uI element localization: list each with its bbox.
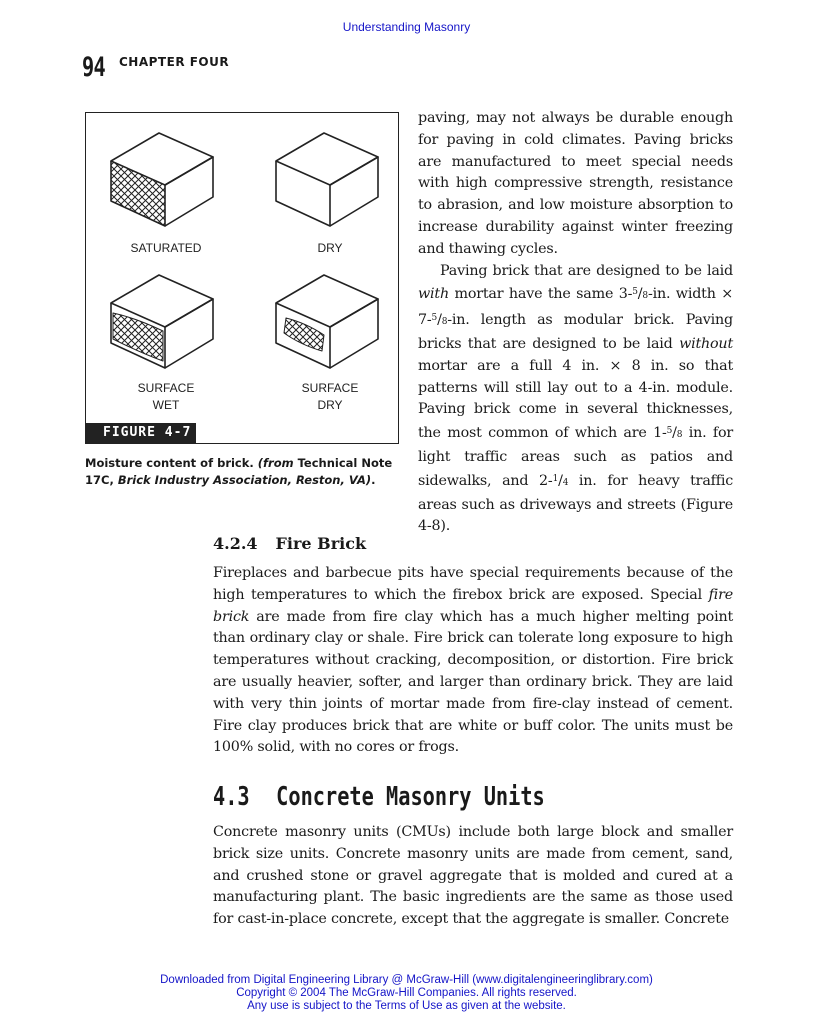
dry-brick-icon <box>276 133 378 226</box>
fraction-numerator: 5 <box>632 287 638 298</box>
figure-caption <box>85 455 405 489</box>
caption-end: . <box>371 473 376 487</box>
figure-tag: FIGURE 4-7 <box>86 423 196 443</box>
fraction-denominator: 8 <box>676 430 683 441</box>
text-run: in. for light traffic areas such as patios and sidewalks, and 2- <box>418 425 733 489</box>
emphasis-without: without <box>679 335 733 352</box>
text-run: Paving brick that are designed to be laid <box>440 262 733 279</box>
paving-paragraph-1: paving, may not always be durable enough for paving in cold climates. Paving bricks are manufactured to meet special needs with high compressive strength, resistance to abrasion, and low moisture absorption to increase durability against winter freezing and thawing cycles. <box>418 110 733 257</box>
fraction-denominator: 8 <box>441 317 448 328</box>
paving-paragraph-2: Paving brick that are designed to be laid with mortar have the same 3-$^5$/8-in. width × 7-$^5$/8-in. length as modular brick. Paving bricks that are designed to be laid without mortar are a full 4 in. × 8 in. so that patterns will still lay out to a 4-in. module. Paving brick come in several thicknesses, the most common of which are 1-$^5$/8 in. for light traffic areas such as patios and sidewalks, and 2-$^1$/4 in. for heavy traffic areas such as driveways and streets (Figure 4-8). <box>418 262 734 535</box>
fraction-denominator: 8 <box>642 291 648 302</box>
figure-4-7 <box>85 112 399 444</box>
text-run: in. for heavy traffic areas such as driveways and streets (Figure 4-8). <box>418 472 734 535</box>
text-run: mortar have the same 3- <box>448 286 633 303</box>
section-title: Fire Brick <box>275 534 367 553</box>
fraction-numerator: 1 <box>552 473 559 484</box>
cmu-section <box>213 822 733 931</box>
fraction-denominator: 4 <box>562 477 569 488</box>
surface-dry-brick-icon <box>276 275 378 368</box>
label-surface-dry-2: DRY <box>317 398 343 412</box>
label-saturated: SATURATED <box>130 241 202 255</box>
section-number: 4.2.4 <box>213 534 258 553</box>
footer-copyright[interactable]: Copyright © 2004 The McGraw-Hill Companies. All rights reserved. <box>236 987 577 999</box>
fraction-numerator: 5 <box>431 313 438 324</box>
label-dry: DRY <box>317 241 343 255</box>
text-run: are made from fire clay which has a much higher melting point than ordinary clay or shale. Fire brick can tolerate long exposure to high temperatures without cracking, decomposition, or distortion. Fire brick are usually heavier, softer, and larger than ordinary brick. They are laid with very thin joints of mortar made from fire-clay instead of cement. Fire clay produces brick that are white or buff color. The units must be 100% solid, with no cores or frogs. <box>213 608 733 756</box>
fraction-numerator: 5 <box>666 426 673 437</box>
section-number: 4.3 <box>213 782 250 812</box>
cmu-paragraph: Concrete masonry units (CMUs) include both large block and smaller brick size units. Concrete masonry units are made from cement, sand, and crushed stone or gravel aggregate that is molded and cured at a manufacturing plant. The basic ingredients are the same as those used for cast-in-place concrete, except that the aggregate is smaller. Concrete <box>213 824 733 928</box>
right-column-text <box>418 108 733 538</box>
surface-wet-brick-icon <box>111 275 213 368</box>
section-4-3-heading <box>213 782 545 812</box>
saturated-brick-icon <box>111 133 213 226</box>
figure-illustration <box>86 113 397 442</box>
text-run: mortar are a full 4 in. × 8 in. so that patterns will still lay out to a 4-in. module. Paving brick come in several thicknesses, the most common of which are 1- <box>418 357 733 442</box>
chapter-heading: CHAPTER FOUR <box>119 55 230 69</box>
caption-source: Technical Note 17C, <box>85 456 393 487</box>
emphasis-fire-brick: fire brick <box>213 586 733 625</box>
text-run: Fireplaces and barbecue pits have special requirements because of the high temperatures to which the firebox brick are exposed. Special <box>213 565 733 603</box>
text-run: -in. width × 7- <box>418 286 734 329</box>
footer <box>0 974 813 1013</box>
caption-org: Brick Industry Association, Reston, VA) <box>117 473 372 487</box>
text-run: -in. length as modular brick. Paving bricks that are designed to be laid <box>418 312 733 352</box>
page-number: 94 <box>82 52 105 83</box>
label-surface-wet-2: WET <box>152 398 180 412</box>
footer-download-link[interactable]: Downloaded from Digital Engineering Library @ McGraw-Hill (www.digitalengineeringlibrary.com) <box>160 974 653 986</box>
top-link[interactable]: Understanding Masonry <box>342 20 471 34</box>
label-surface-dry-1: SURFACE <box>301 381 359 395</box>
section-title: Concrete Masonry Units <box>276 782 545 812</box>
footer-terms[interactable]: Any use is subject to the Terms of Use as given at the website. <box>247 1000 566 1012</box>
emphasis-with: with <box>418 286 449 303</box>
section-4-2-4-heading <box>213 534 366 553</box>
caption-main: Moisture content of brick. <box>85 456 258 470</box>
fire-brick-section <box>213 563 733 759</box>
label-surface-wet-1: SURFACE <box>137 381 195 395</box>
caption-from: (from <box>257 456 298 470</box>
fire-brick-paragraph <box>213 563 733 759</box>
